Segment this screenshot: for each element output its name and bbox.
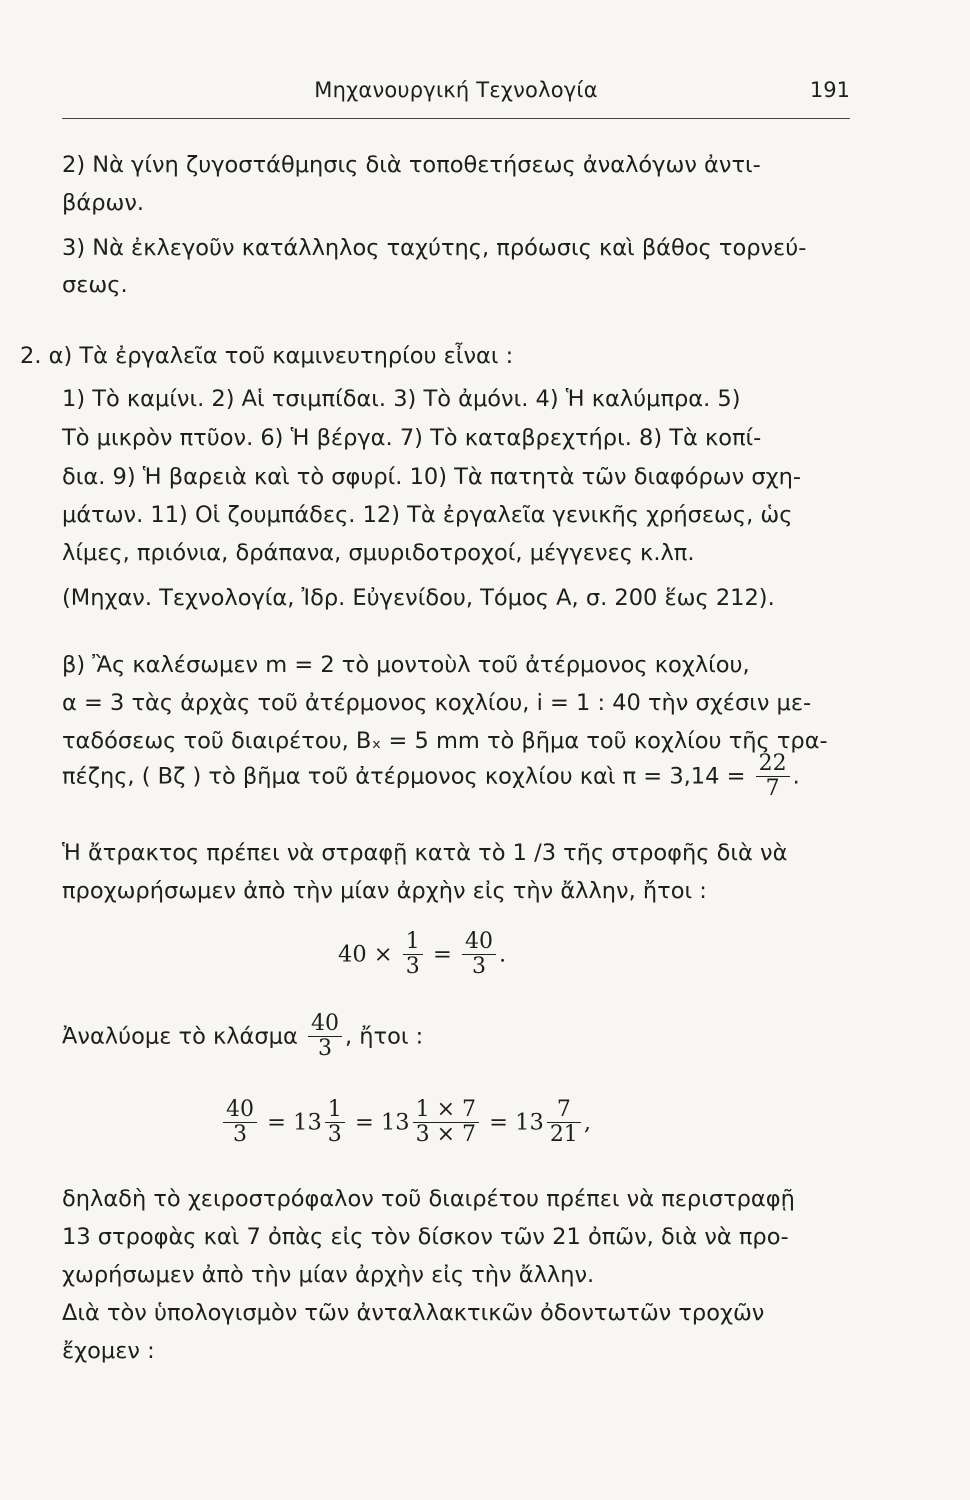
text-line: 3) Νὰ ἐκλεγοῦν κατάλληλος ταχύτης, πρόωσις καὶ βάθος τορνεύ- xyxy=(62,235,807,261)
pi-line xyxy=(62,752,800,801)
text-line: ταδόσεως τοῦ διαιρέτου, Bₓ = 5 mm τὸ βῆμα τοῦ κοχλίου τῆς τρα- xyxy=(62,728,828,754)
eq2-fraction-4 xyxy=(547,1098,581,1147)
text-line: Διὰ τὸν ὑπολογισμὸν τῶν ἀνταλλακτικῶν ὀδοντωτῶν τροχῶν xyxy=(62,1300,765,1326)
eq2-f4-numerator: 7 xyxy=(556,1097,571,1122)
analysis-fraction xyxy=(308,1012,342,1061)
text-line: ἔχομεν : xyxy=(62,1338,155,1364)
page-number: 191 xyxy=(809,78,850,102)
text-line: β) Ἂς καλέσωμεν m = 2 τὸ μοντοὺλ τοῦ ἀτέρμονος κοχλίου, xyxy=(62,652,750,678)
text-line: χωρήσωμεν ἀπὸ τὴν μίαν ἀρχὴν εἰς τὴν ἄλλην. xyxy=(62,1262,595,1288)
text-line: 1) Τὸ καμίνι. 2) Αἱ τσιμπίδαι. 3) Τὸ ἀμόνι. 4) Ἡ καλύμπρα. 5) xyxy=(62,386,741,412)
running-title: Μηχανουργική Τεχνολογία xyxy=(314,78,598,102)
text-line: Τὸ μικρὸν πτῦον. 6) Ἡ βέργα. 7) Τὸ καταβρεχτήρι. 8) Τὰ κοπί- xyxy=(62,425,762,451)
pi-fraction-denominator: 7 xyxy=(756,776,790,801)
eq2-f3-numerator: 1 × 7 xyxy=(415,1097,477,1122)
eq1-f1-denominator: 3 xyxy=(403,954,423,979)
eq2-fraction-2 xyxy=(325,1098,345,1147)
pi-fraction-numerator: 22 xyxy=(758,751,787,776)
text-line: προχωρήσωμεν ἀπὸ τὴν μίαν ἀρχὴν εἰς τὴν ἄλλην, ἤτοι : xyxy=(62,878,707,904)
eq1-fraction-2 xyxy=(462,930,496,979)
reference-line: (Μηχαν. Τεχνολογία, Ἰδρ. Εὐγενίδου, Τόμος Α, σ. 200 ἕως 212). xyxy=(62,585,775,611)
equation-2 xyxy=(220,1098,591,1147)
text-line: μάτων. 11) Οἱ ζουμπάδες. 12) Τὰ ἐργαλεῖα γενικῆς χρήσεως, ὡς xyxy=(62,502,793,528)
eq2-f3-denominator: 3 × 7 xyxy=(413,1122,479,1147)
text-line: σεως. xyxy=(62,272,128,298)
eq2-f1-numerator: 40 xyxy=(226,1097,254,1122)
pi-line-end: . xyxy=(792,763,800,790)
text-line: 2) Νὰ γίνη ζυγοστάθμησις διὰ τοποθετήσεως ἀναλόγων ἀντι- xyxy=(62,152,761,178)
text-line: α = 3 τὰς ἀρχὰς τοῦ ἀτέρμονος κοχλίου, i = 1 : 40 τὴν σχέσιν με- xyxy=(62,690,812,716)
text-line: δηλαδὴ τὸ χειροστρόφαλον τοῦ διαιρέτου πρέπει νὰ περιστραφῇ xyxy=(62,1186,795,1212)
text-line: Ἡ ἄτρακτος πρέπει νὰ στραφῇ κατὰ τὸ 1 /3 τῆς στροφῆς διὰ νὰ xyxy=(62,840,788,866)
eq2-f1-denominator: 3 xyxy=(223,1122,257,1147)
analysis-before: Ἀναλύομε τὸ κλάσμα xyxy=(62,1023,298,1050)
eq2-f2-denominator: 3 xyxy=(325,1122,345,1147)
eq2-equals-2: = 13 xyxy=(354,1109,410,1136)
eq1-fraction-1 xyxy=(403,930,423,979)
pi-fraction xyxy=(756,752,790,801)
equation-1 xyxy=(338,930,506,979)
pi-line-text: πέζης, ( Bζ ) τὸ βῆμα τοῦ ἀτέρμονος κοχλίου καὶ π = 3,14 = xyxy=(62,763,746,790)
eq2-f2-numerator: 1 xyxy=(327,1097,342,1122)
eq1-f2-denominator: 3 xyxy=(462,954,496,979)
eq1-equals: = xyxy=(432,941,452,968)
eq2-fraction-1 xyxy=(223,1098,257,1147)
text-line: λίμες, πριόνια, δράπανα, σμυριδοτροχοί, μέγγενες κ.λπ. xyxy=(62,540,695,566)
text-line: 13 στροφὰς καὶ 7 ὀπὰς εἰς τὸν δίσκον τῶν 21 ὀπῶν, διὰ νὰ προ- xyxy=(62,1224,789,1250)
analysis-f-numerator: 40 xyxy=(310,1011,339,1036)
page-header xyxy=(62,72,850,112)
eq1-end: . xyxy=(498,941,507,968)
analysis-line xyxy=(62,1012,423,1061)
text-line: 2. α) Τὰ ἐργαλεῖα τοῦ καμινευτηρίου εἶναι : xyxy=(20,343,514,369)
analysis-after: , ἤτοι : xyxy=(344,1023,424,1050)
eq2-f4-denominator: 21 xyxy=(547,1122,581,1147)
analysis-f-denominator: 3 xyxy=(308,1036,342,1061)
eq1-f2-numerator: 40 xyxy=(464,929,493,954)
text-line: δια. 9) Ἡ βαρειὰ καὶ τὸ σφυρί. 10) Τὰ πατητὰ τῶν διαφόρων σχη- xyxy=(62,464,801,490)
text-line: βάρων. xyxy=(62,190,145,216)
eq2-fraction-3 xyxy=(413,1098,479,1147)
eq1-f1-numerator: 1 xyxy=(405,929,420,954)
header-rule xyxy=(62,118,850,119)
eq1-term: 40 × xyxy=(338,941,393,968)
eq2-equals-1: = 13 xyxy=(267,1109,322,1136)
eq2-equals-3: = 13 xyxy=(489,1109,544,1136)
eq2-end: , xyxy=(583,1109,591,1136)
